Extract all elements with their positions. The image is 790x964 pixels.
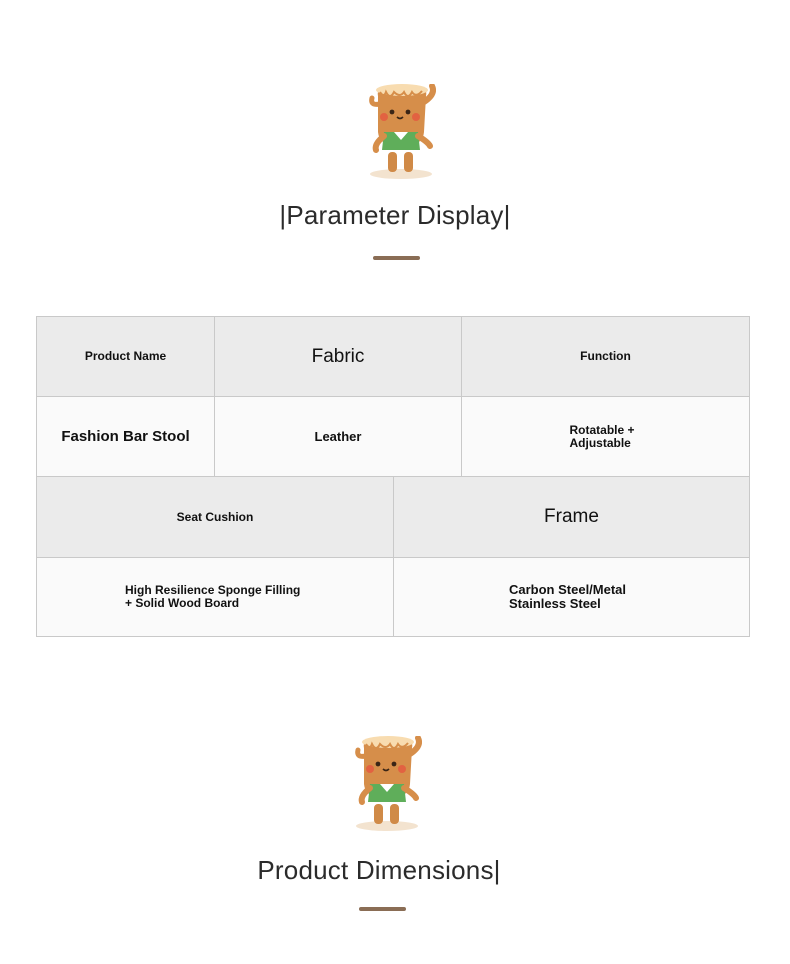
cell-text: Product Name	[84, 349, 167, 364]
cell-text: Seat Cushion	[176, 509, 254, 524]
cell-value-frame	[394, 558, 749, 636]
cell-text: Carbon Steel/Metal Stainless Steel	[509, 582, 627, 611]
cell-text: High Resilience Sponge Filling + Solid Wood Board	[125, 583, 301, 610]
cell-label-function	[462, 317, 749, 397]
cell-value-function	[462, 397, 749, 477]
cell-label-product-name	[37, 317, 215, 397]
cell-text: Frame	[544, 506, 599, 528]
cell-label-frame	[394, 477, 749, 558]
title-underline	[373, 256, 420, 260]
cell-text: Fashion Bar Stool	[61, 427, 190, 445]
cell-text: Rotatable + Adjustable	[569, 422, 635, 450]
cell-value-seat-cushion	[37, 558, 394, 636]
section-title-product-dimensions: Product Dimensions|	[257, 855, 501, 885]
cell-value-product-name	[37, 397, 215, 477]
cell-text: Leather	[314, 428, 362, 444]
cell-value-fabric	[215, 397, 462, 477]
cell-label-seat-cushion	[37, 477, 394, 558]
parameter-table	[36, 316, 750, 637]
tree-stump-mascot-icon	[352, 736, 422, 832]
cell-text: Fabric	[311, 345, 365, 367]
title-underline	[359, 907, 406, 911]
cell-label-fabric	[215, 317, 462, 397]
cell-text: Function	[580, 349, 631, 364]
tree-stump-mascot-icon	[366, 84, 436, 180]
section-title-parameter-display: |Parameter Display|	[279, 200, 511, 230]
